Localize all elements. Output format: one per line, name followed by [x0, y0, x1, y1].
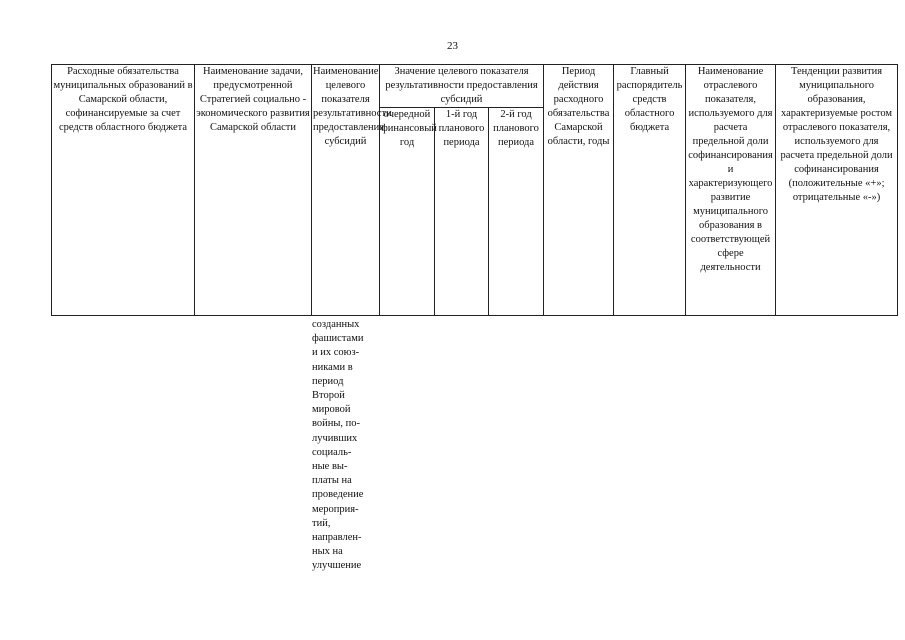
subcolumn-header-plan-year-1: 1-й год планового периода — [435, 108, 489, 316]
column-header-sector-indicator: Наименование отраслевого показателя, используемого для расчета предельной доли софинансирования и характеризующего развитие муниципального образования в соответствующей сфере деятельности — [686, 65, 776, 316]
table-header — [51, 64, 898, 316]
continuation-text: созданных фашистами и их союз- никами в период Второй мировой войны, по- лучивших социаль- ные вы- платы на проведение мероприя- тий, направлен- ных на улучшение — [312, 319, 364, 572]
column-header-obligation-period: Период действия расходного обязательства Самарской области, годы — [544, 65, 614, 316]
column-header-development-trends: Тенденции развития муниципального образования, характеризуемые ростом отраслевого показателя, используемого для расчета предельной доли софинансирования (положительные «+»; отрицательные «-») — [776, 65, 898, 316]
column-header-strategy-task: Наименование задачи, предусмотренной Стратегией социально - экономического развития Самарской области — [195, 65, 312, 316]
subcolumn-header-plan-year-2: 2-й год планового периода — [489, 108, 544, 316]
subcolumn-header-next-year: очередной финансовый год — [380, 108, 435, 316]
column-header-target-indicator: Наименование целевого показателя результативности предоставления субсидий — [312, 65, 380, 316]
column-header-budget-manager: Главный распорядитель средств областного бюджета — [614, 65, 686, 316]
column-header-expense-obligations: Расходные обязательства муниципальных образований в Самарской области, софинансируемые за счет средств областного бюджета — [52, 65, 195, 316]
page-number: 23 — [447, 40, 458, 52]
column-header-target-values: Значение целевого показателя результативности предоставления субсидий — [380, 65, 544, 108]
